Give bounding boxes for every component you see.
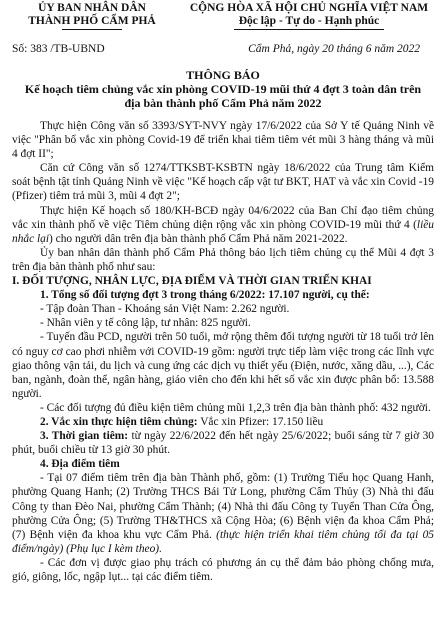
org-line-1: ỦY BAN NHÂN DÂN: [38, 2, 146, 14]
nation-line-1: CỘNG HÒA XÃ HỘI CHỦ NGHĨA VIỆT NAM: [189, 2, 429, 14]
paragraph-3-text-b: ) cho người dân trên địa bàn thành phố Cẩm Phả năm 2021-2022.: [49, 232, 348, 245]
issuing-authority: [12, 2, 172, 30]
locations-paragraph: [12, 471, 434, 556]
document-date: Cẩm Phả, ngày 20 tháng 6 năm 2022: [248, 43, 420, 55]
document-header: [12, 0, 434, 30]
document-meta: [12, 43, 434, 55]
item-3: [12, 429, 434, 457]
paragraph-3: [12, 204, 434, 246]
document-title: THÔNG BÁO: [186, 68, 260, 82]
paragraph-1: Thực hiện Công văn số 3393/SYT-NVY ngày 17/6/2022 của Sở Y tế Quảng Ninh về việc "Phân bổ vắc xin phòng Covid-19 để triển khai tiêm tiêm vét mũi 3 hàng tháng và mũi 4 đợt II";: [12, 120, 434, 161]
paragraph-3-text-a: Thực hiện Kế hoạch số 180/KH-BCĐ ngày 04/6/2022 của Ban Chỉ đạo tiêm chủng vắc xin thành phố về việc Tiêm chủng diện rộng vắc xin phòng COVID-19 mũi thứ 4 (: [12, 204, 434, 231]
item-3-text: từ ngày 22/6/2022 đến hết ngày 25/6/2022; buổi sáng từ 7 giờ 30 phút, buổi chiều từ 13 giờ 30 phút.: [12, 430, 434, 457]
paragraph-4: Ủy ban nhân dân thành phố Cẩm Phả thông báo lịch tiêm chủng cụ thể Mũi 4 đợt 3 trên địa bàn thành phố như sau:: [12, 246, 434, 273]
national-heading: [184, 2, 434, 30]
document-number: Số: 383 /TB-UBND: [12, 43, 105, 55]
document-subtitle: Kế hoạch tiêm chủng vắc xin phòng COVID-19 mũi thứ 4 đợt 3 toàn dân trên địa bàn thành phố Cẩm Phả năm 2022: [24, 82, 422, 110]
item-2-label: 2. Vắc xin thực hiện tiêm chủng:: [40, 415, 198, 428]
motto-underline: [234, 29, 384, 30]
bullet-3: - Tuyến đầu PCD, người trên 50 tuổi, mở rộng thêm đối tượng người từ 18 tuổi trở lên có nguy cơ cao phơi nhiễm với COVID-19 gồm: người trực tiếp làm việc trong các lĩnh vực giao thông vận tải, du lịch và cung ứng các dịch vụ thiết yếu (Điện, nước, xăng dầu, ...), Các ban, ngành, đoàn thể, ngân hàng, giáo viên cho đến khi hết số vắc xin được phân bổ: 13.588 người.: [12, 331, 434, 400]
item-1-heading: 1. Tổng số đối tượng đợt 3 trong tháng 6/2022: 17.107 người, cụ thể:: [40, 289, 370, 302]
last-paragraph: - Các đơn vị được giao phụ trách có phương án cụ thể đảm bảo phòng chống mưa, gió, giông, lốc, ngập lụt... tại các điểm tiêm.: [12, 556, 434, 583]
item-4-heading: 4. Địa điểm tiêm: [40, 458, 120, 471]
locations-text: - Tại 07 điểm tiêm trên địa bàn Thành phố, gồm: (1) Trường Tiểu học Quang Hanh, phường Quang Hanh; (2) Trường THCS Bái Tử Long, phường Cẩm Thủy (3) Nhà thi đấu Công ty than Đèo Nai, phường Cẩm Thành; (4) Nhà thi đấu Công ty Tuyển Than Cửa Ông, phường Cửa Ông; (5) Trường TH&THCS xã Cộng Hòa; (6) Bệnh viện đa khoa Cẩm Phả; (7) Bệnh viện đa khoa khu vực Cẩm Phả.: [12, 472, 434, 541]
item-2-text: Vắc xin Pfizer: 17.150 liều: [197, 415, 324, 428]
locations-italic-note: (thực hiện triển khai tiêm chủng tối đa tại 05 điểm/ngày) (Phụ lục I kèm theo).: [12, 528, 434, 555]
paragraph-3-italic: liều nhắc lại: [12, 218, 434, 245]
nation-line-2: Độc lập - Tự do - Hạnh phúc: [238, 15, 380, 27]
org-underline: [62, 29, 122, 30]
bullet-2: - Nhân viên y tế công lập, tư nhân: 825 người.: [40, 317, 251, 330]
bullet-4: - Các đối tượng đủ điều kiện tiêm chủng mũi 1,2,3 trên địa bàn thành phố: 432 người.: [40, 401, 431, 414]
org-line-2: THÀNH PHỐ CẨM PHẢ: [28, 15, 156, 27]
item-3-label: 3. Thời gian tiêm:: [40, 430, 129, 443]
paragraph-2: Căn cứ Công văn số 1274/TTKSBT-KSBTN ngày 18/6/2022 của Trung tâm Kiểm soát bệnh tật tỉnh Quảng Ninh về việc "Kế hoạch cấp vật tư BKT, HAT và vắc xin Covid -19 (Pfizer) tiêm trả mũi 3, mũi 4 đợt 2";: [12, 162, 434, 203]
item-2: [12, 415, 434, 429]
bullet-1: - Tập đoàn Than - Khoáng sản Việt Nam: 2.262 người.: [40, 303, 290, 316]
document-body: [12, 119, 434, 584]
section-heading-1: I. ĐỐI TƯỢNG, NHÂN LỰC, ĐỊA ĐIỂM VÀ THỜI GIAN TRIỂN KHAI: [12, 275, 372, 288]
